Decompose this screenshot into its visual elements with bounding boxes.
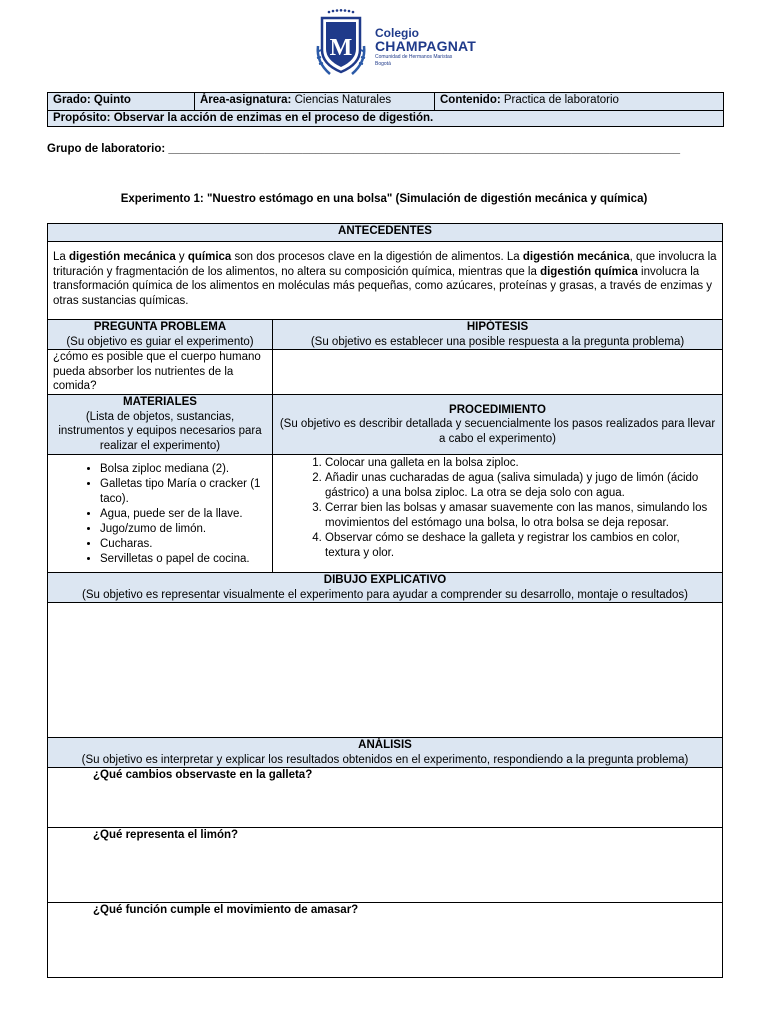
logo-text-line2: CHAMPAGNAT: [375, 38, 477, 54]
list-item: • Cucharas.: [100, 537, 267, 552]
procedimiento-list-cell: [273, 455, 723, 573]
analisis-question-1[interactable]: ¿Qué cambios observaste en la galleta?: [48, 768, 723, 828]
list-item: • Agua, puede ser de la llave.: [100, 507, 267, 522]
svg-text:M: M: [329, 35, 353, 61]
logo-text-line3: Comunidad de Hermanos Maristas: [375, 54, 453, 60]
logo-text-line1: Colegio: [375, 26, 419, 40]
list-item: • Jugo/zumo de limón.: [100, 522, 267, 537]
antecedentes-header: ANTECEDENTES: [48, 224, 723, 242]
dibujo-header: DIBUJO EXPLICATIVO (Su objetivo es representar visualmente el experimento para ayudar a comprender su desarrollo, montaje o resultados): [48, 573, 723, 603]
school-logo: [312, 6, 477, 82]
list-item: 3. Cerrar bien las bolsas y amasar suavemente con las manos, simulando los movimientos del estómago una bolsa, lo otra bolsa se deja reposar.: [325, 501, 717, 531]
materiales-header: MATERIALES (Lista de objetos, sustancias, instrumentos y equipos necesarios para realizar el experimento): [48, 395, 273, 455]
info-table: [47, 92, 724, 127]
list-item: • Servilletas o papel de cocina.: [100, 552, 267, 567]
dibujo-drawing-area[interactable]: [48, 603, 723, 738]
procedimiento-header: PROCEDIMIENTO (Su objetivo es describir detallada y secuencialmente los pasos realizados para llevar a cabo el experimento): [273, 395, 723, 455]
school-crest-icon: [312, 6, 370, 82]
list-item: 2. Añadir unas cucharadas de agua (saliva simulada) y jugo de limón (ácido gástrico) a una bolsa ziploc. La otra se deja solo con agua.: [325, 471, 717, 501]
materiales-list-cell: [48, 455, 273, 573]
contenido-cell: Contenido: Practica de laboratorio: [435, 93, 724, 111]
main-table: [47, 223, 723, 978]
list-item: • Galletas tipo María o cracker (1 taco).: [100, 477, 267, 507]
analisis-question-3[interactable]: ¿Qué función cumple el movimiento de amasar?: [48, 903, 723, 978]
list-item: 1. Colocar una galleta en la bolsa ziploc.: [325, 456, 717, 471]
pregunta-header: PREGUNTA PROBLEMA (Su objetivo es guiar el experimento): [48, 320, 273, 350]
pregunta-text: ¿cómo es posible que el cuerpo humano pueda absorber los nutrientes de la comida?: [48, 350, 273, 395]
antecedentes-body: La digestión mecánica y química son dos procesos clave en la digestión de alimentos. La digestión mecánica, que involucra la trituración y fragmentación de los alimentos, no altera su composición química, mientras que la digestión química involucra la transformación química de los alimentos en moléculas más pequeñas, como azúcares, proteínas y grasas, a través de enzimas y otras sustancias químicas.: [48, 242, 723, 320]
analisis-header: ANÁLISIS (Su objetivo es interpretar y explicar los resultados obtenidos en el experimento, respondiendo a la pregunta problema): [48, 738, 723, 768]
proposito-cell: Propósito: Observar la acción de enzimas en el proceso de digestión.: [48, 111, 724, 127]
list-item: 4. Observar cómo se deshace la galleta y registrar los cambios en color, textura y olor.: [325, 531, 717, 561]
grupo-line: Grupo de laboratorio: ________________________________________________________________________________: [47, 143, 681, 155]
hipotesis-answer-area[interactable]: [273, 350, 723, 395]
materiales-list: [48, 462, 267, 567]
logo-text-line4: Bogotá: [375, 61, 391, 67]
procedimiento-list: [273, 456, 717, 561]
grado-cell: Grado: Quinto: [48, 93, 195, 111]
analisis-question-2[interactable]: ¿Qué representa el limón?: [48, 828, 723, 903]
list-item: • Bolsa ziploc mediana (2).: [100, 462, 267, 477]
hipotesis-header: HIPÓTESIS (Su objetivo es establecer una posible respuesta a la pregunta problema): [273, 320, 723, 350]
experiment-title: Experimento 1: "Nuestro estómago en una bolsa" (Simulación de digestión mecánica y química): [120, 193, 648, 205]
area-cell: Área-asignatura: Ciencias Naturales: [195, 93, 435, 111]
